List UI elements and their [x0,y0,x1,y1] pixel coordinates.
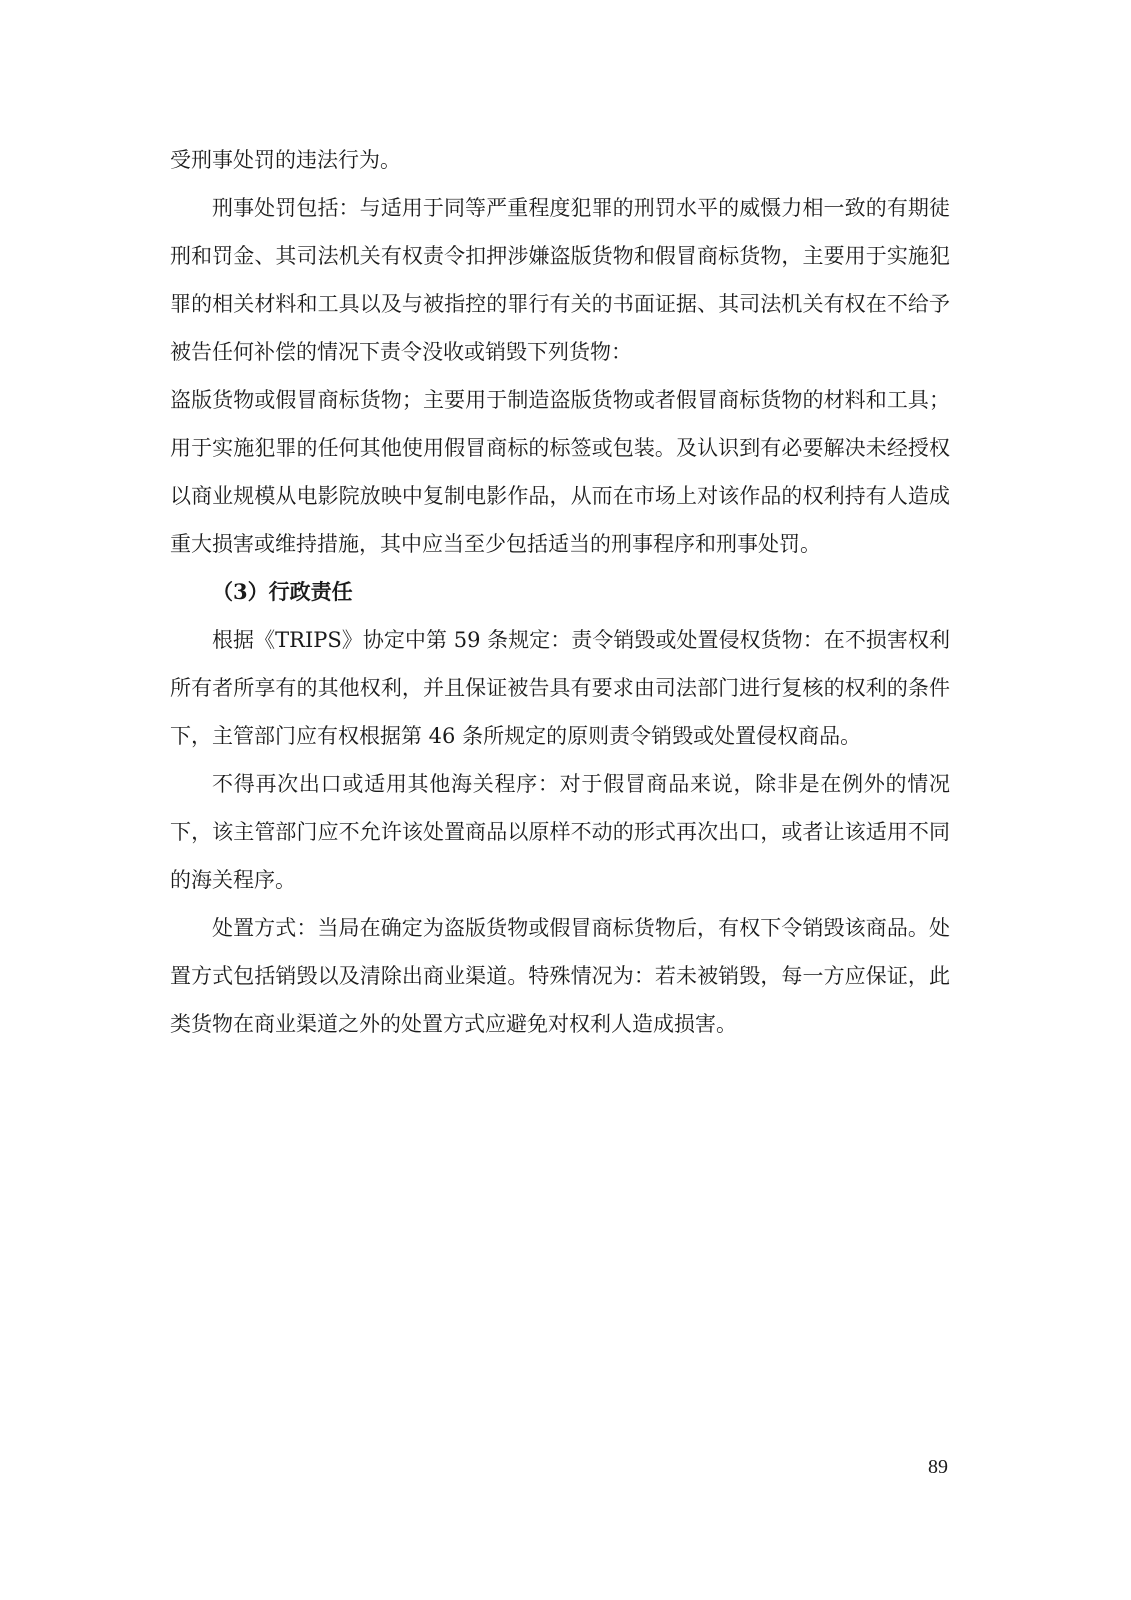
paragraph-disposal-method: 处置方式：当局在确定为盗版货物或假冒商标货物后，有权下令销毁该商品。处置方式包括销毁以及清除出商业渠道。特殊情况为：若未被销毁，每一方应保证，此类货物在商业渠道之外的处置方式应避免对权利人造成损害。 [170,916,950,1036]
paragraph-no-re-export: 不得再次出口或适用其他海关程序：对于假冒商品来说，除非是在例外的情况下，该主管部门应不允许该处置商品以原样不动的形式再次出口，或者让该适用不同的海关程序。 [170,772,950,892]
page-number: 89 [928,1456,948,1478]
paragraph-trips-article-59: 根据《TRIPS》协定中第 59 条规定：责令销毁或处置侵权货物：在不损害权利所有者所享有的其他权利，并且保证被告具有要求由司法部门进行复核的权利的条件下，主管部门应有权根据第 46 条所规定的原则责令销毁或处置侵权商品。 [170,628,950,748]
body-text [170,136,950,1048]
section-heading-administrative-liability: （3）行政责任 [212,579,353,604]
paragraph-continuation: 受刑事处罚的违法行为。 [170,148,401,172]
paragraph-goods-list: 盗版货物或假冒商标货物；主要用于制造盗版货物或者假冒商标货物的材料和工具；用于实施犯罪的任何其他使用假冒商标的标签或包装。及认识到有必要解决未经授权以商业规模从电影院放映中复制电影作品，从而在市场上对该作品的权利持有人造成重大损害或维持措施，其中应当至少包括适当的刑事程序和刑事处罚。 [170,388,950,556]
paragraph-criminal-penalties: 刑事处罚包括：与适用于同等严重程度犯罪的刑罚水平的威慑力相一致的有期徒刑和罚金、其司法机关有权责令扣押涉嫌盗版货物和假冒商标货物，主要用于实施犯罪的相关材料和工具以及与被指控的罪行有关的书面证据、其司法机关有权在不给予被告任何补偿的情况下责令没收或销毁下列货物： [170,196,950,364]
